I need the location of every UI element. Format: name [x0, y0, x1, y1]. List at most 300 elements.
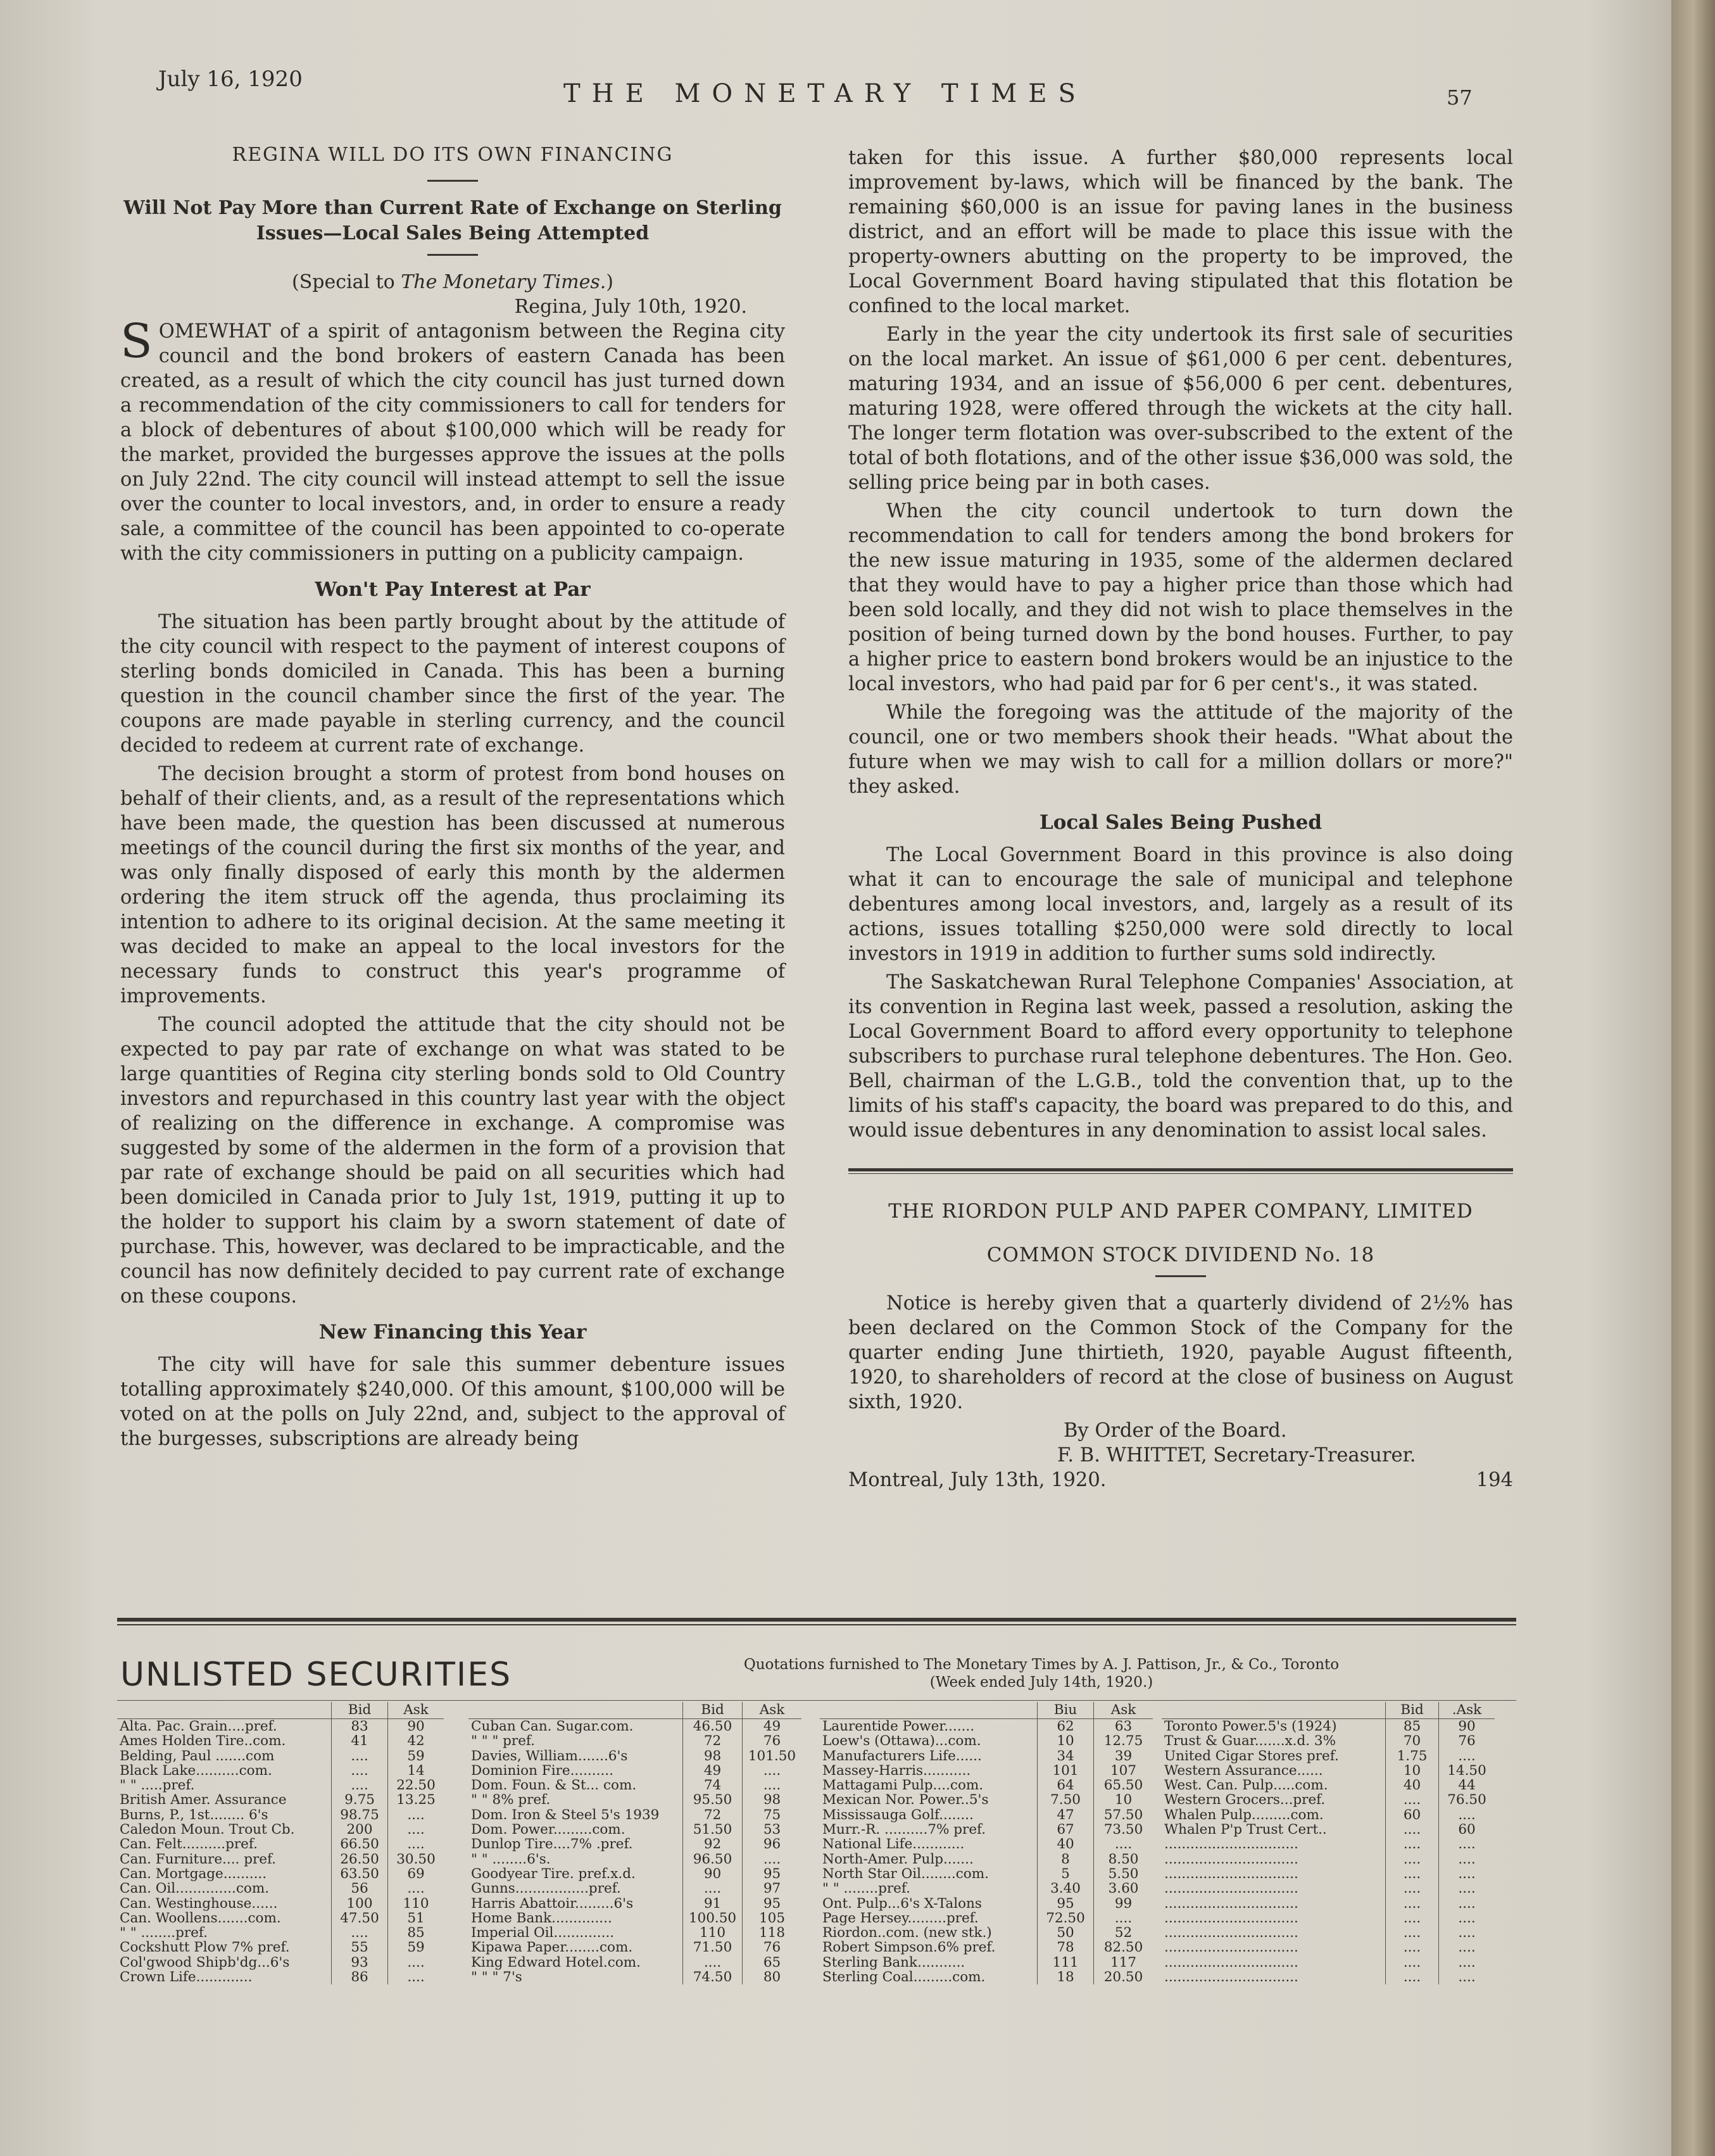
- bid-value: ....: [332, 1749, 388, 1763]
- ask-value: 42: [388, 1734, 444, 1748]
- bid-value: ....: [1386, 1881, 1439, 1896]
- ask-value: ....: [388, 1881, 444, 1896]
- ask-value: 51: [388, 1911, 444, 1926]
- bid-value: 200: [332, 1822, 388, 1837]
- security-row: [820, 1881, 1153, 1896]
- notice-by-order: By Order of the Board.: [1064, 1420, 1287, 1442]
- security-name: " " ........pref.: [120, 1925, 208, 1941]
- security-name: " " ........pref.: [822, 1881, 910, 1897]
- security-name: ...............................: [1164, 1865, 1298, 1882]
- bid-value: ....: [683, 1955, 743, 1970]
- security-name: Sterling Coal.........com.: [822, 1969, 986, 1986]
- ask-value: 73.50: [1094, 1822, 1153, 1837]
- bid-value: 1.75: [1386, 1749, 1439, 1763]
- bid-value: 101: [1038, 1763, 1094, 1778]
- security-row: [1162, 1793, 1495, 1807]
- security-name: ...............................: [1164, 1881, 1298, 1897]
- security-name: Ont. Pulp...6's X-Talons: [822, 1895, 982, 1912]
- security-row: [468, 1749, 801, 1763]
- security-row: [820, 1808, 1153, 1822]
- security-name: Mississauga Golf........: [822, 1806, 974, 1823]
- security-name: ...............................: [1164, 1851, 1298, 1867]
- bid-value: 55: [332, 1940, 388, 1955]
- bid-value: 49: [683, 1763, 743, 1778]
- security-name: Page Hersey.........pref.: [822, 1910, 979, 1926]
- security-name: Col'gwood Shipb'dg...6's: [120, 1954, 290, 1970]
- security-name: Robert Simpson.6% pref.: [822, 1939, 996, 1956]
- bid-value: 10: [1386, 1763, 1439, 1778]
- security-name: Riordon..com. (new stk.): [822, 1925, 992, 1941]
- paragraph-7: Early in the year the city undertook its first sale of securities on the local market. An issue of $61,000 6 per cent. debentures, maturing 1934, and an issue of $56,000 6 per cent. debentures, maturing 1928, were offered through the wickets at the city hall. The longer term flotation was over-subscribed to the extent of the total of both flotations, and of the other issue $36,000 was sold, the selling price being par in both cases.: [848, 324, 1513, 494]
- ask-value: 82.50: [1094, 1940, 1153, 1955]
- security-name: Cockshutt Plow 7% pref.: [120, 1939, 290, 1956]
- security-row: [1162, 1763, 1495, 1778]
- special-publication: The Monetary Times.: [401, 271, 606, 293]
- ask-value: 76: [1439, 1734, 1495, 1748]
- security-name: National Life............: [822, 1836, 965, 1853]
- security-row: [1162, 1852, 1495, 1867]
- subhead-interest: Won't Pay Interest at Par: [315, 578, 591, 601]
- bid-value: 7.50: [1038, 1793, 1094, 1807]
- bid-value: ....: [332, 1763, 388, 1778]
- unlisted-securities-title: UNLISTED SECURITIES: [120, 1656, 512, 1694]
- security-row: [117, 1852, 444, 1867]
- security-name: Dom. Foun. & St... com.: [471, 1777, 637, 1794]
- ask-value: ....: [1439, 1881, 1495, 1896]
- bid-column-header: Biu: [1038, 1702, 1094, 1719]
- security-row: [1162, 1867, 1495, 1881]
- security-name: " " ........6's.: [471, 1851, 551, 1867]
- paragraph-1: [120, 314, 785, 566]
- bid-value: ....: [1386, 1926, 1439, 1940]
- security-name: " " " 7's: [471, 1969, 522, 1986]
- drop-cap: S: [120, 314, 153, 369]
- bid-value: 110: [683, 1926, 743, 1940]
- security-name: Black Lake..........com.: [120, 1762, 272, 1779]
- bid-value: 67: [1038, 1822, 1094, 1837]
- securities-table-a: [117, 1702, 444, 1984]
- ask-value: 39: [1094, 1749, 1153, 1763]
- security-name: ...............................: [1164, 1954, 1298, 1970]
- bid-value: 40: [1038, 1837, 1094, 1851]
- security-name: Gunns.................pref.: [471, 1881, 621, 1897]
- security-name: " " .....pref.: [120, 1777, 195, 1794]
- bid-value: 78: [1038, 1940, 1094, 1955]
- book-spine: [1671, 0, 1715, 2156]
- paragraph-4: The council adopted the attitude that the city should not be expected to pay par rate of exchange on what was stated to be large quantities of Regina city sterling bonds sold to Old Country investors and repurchased in this country last year with the object of realizing on the difference in exchange. A compromise was suggested by some of the aldermen in the form of a provision that par rate of exchange should be paid on all securities which had been domiciled in Canada prior to July 1st, 1919, putting it up to the holder to support his claim by a sworn statement of date of purchase. This, however, was declared to be impracticable, and the council has now definitely decided to pay current rate of exchange on these coupons.: [120, 1014, 785, 1308]
- special-prefix: (Special to: [292, 271, 401, 293]
- paragraph-11: The Saskatchewan Rural Telephone Companies' Association, at its convention in Regina last week, passed a resolution, asking the Local Government Board to afford every opportunity to telephone subscribers to purchase rural telephone debentures. The Hon. Geo. Bell, chairman of the L.G.B., told the convention that, up to the limits of his staff's capacity, the board was prepared to do this, and would issue debentures in any denomination to assist local sales.: [848, 971, 1513, 1142]
- ask-value: 105: [743, 1911, 802, 1926]
- special-correspondent-line: [120, 270, 785, 294]
- security-row: [117, 1734, 444, 1748]
- ask-value: 49: [743, 1719, 802, 1734]
- ask-value: ....: [1094, 1911, 1153, 1926]
- ask-value: 76: [743, 1940, 802, 1955]
- bid-value: 66.50: [332, 1837, 388, 1851]
- security-row: [820, 1852, 1153, 1867]
- security-name: " " " pref.: [471, 1733, 535, 1749]
- security-name: Davies, William.......6's: [471, 1748, 628, 1764]
- ask-value: 95: [743, 1896, 802, 1911]
- ask-value: 59: [388, 1749, 444, 1763]
- bid-value: 70: [1386, 1734, 1439, 1748]
- security-name: Can. Oil..............com.: [120, 1881, 270, 1897]
- security-row: [820, 1763, 1153, 1778]
- title-divider: [427, 180, 478, 182]
- quotation-credit-line-2: (Week ended July 14th, 1920.): [929, 1674, 1153, 1691]
- subhead-local-sales: Local Sales Being Pushed: [1039, 811, 1322, 834]
- bid-value: 34: [1038, 1749, 1094, 1763]
- bid-value: ....: [1386, 1867, 1439, 1881]
- paragraph-6: taken for this issue. A further $80,000 represents local improvement by-laws, which will be financed by the bank. The remaining $60,000 is an issue for paving lanes in the business district, and an effort will be made to place this issue with the property-owners abutting on the property to be improved, the Local Government Board having stipulated that this flotation be confined to the local market.: [848, 147, 1513, 317]
- security-row: [117, 1837, 444, 1851]
- securities-block-c: [820, 1702, 1153, 1984]
- security-row: [117, 1955, 444, 1970]
- issue-date: July 16, 1920: [158, 66, 303, 92]
- ask-value: 99: [1094, 1896, 1153, 1911]
- bid-value: 10: [1038, 1734, 1094, 1748]
- security-name: Can. Furniture.... pref.: [120, 1851, 276, 1867]
- bid-value: 40: [1386, 1778, 1439, 1793]
- paragraph-3: The decision brought a storm of protest from bond houses on behalf of their clients, and, as a result of the representations which have been made, the question has been discussed at numerous meetings of the council during the first six months of the year, and was only finally disposed of early this month by the aldermen ordering the item struck off the agenda, thus proclaiming its intention to adhere to its original decision. At the same meeting it was decided to make an appeal to the local investors for the necessary funds to construct this year's programme of improvements.: [120, 763, 785, 1007]
- ask-column-header: Ask: [743, 1702, 802, 1719]
- bid-value: 3.40: [1038, 1881, 1094, 1896]
- security-name: Manufacturers Life......: [822, 1748, 982, 1764]
- securities-block-a: [117, 1702, 444, 1984]
- bid-value: 71.50: [683, 1940, 743, 1955]
- name-column-header: [468, 1702, 683, 1719]
- bid-value: 85: [1386, 1719, 1439, 1734]
- bid-value: ....: [683, 1881, 743, 1896]
- security-row: [820, 1926, 1153, 1940]
- security-name: Ames Holden Tire..com.: [120, 1733, 286, 1749]
- bid-value: 72.50: [1038, 1911, 1094, 1926]
- security-row: [468, 1867, 801, 1881]
- security-name: Loew's (Ottawa)...com.: [822, 1733, 981, 1749]
- subtitle-divider: [427, 254, 478, 256]
- ask-value: 80: [743, 1970, 802, 1984]
- name-column-header: [1162, 1702, 1386, 1719]
- notice-heading: COMMON STOCK DIVIDEND No. 18: [986, 1244, 1375, 1266]
- ask-value: 14: [388, 1763, 444, 1778]
- ask-value: ....: [388, 1837, 444, 1851]
- securities-table-c: [820, 1702, 1153, 1984]
- notice-body: Notice is hereby given that a quarterly dividend of 2½% has been declared on the Common Stock of the Company for the quarter ending June thirtieth, 1920, payable August fifteenth, 1920, to shareholders of record at the close of business on August sixth, 1920.: [848, 1292, 1513, 1413]
- bid-value: ....: [1386, 1837, 1439, 1851]
- bid-value: 100: [332, 1896, 388, 1911]
- security-row: [1162, 1719, 1495, 1734]
- security-row: [468, 1940, 801, 1955]
- security-row: [117, 1763, 444, 1778]
- ask-value: 117: [1094, 1955, 1153, 1970]
- security-name: British Amer. Assurance: [120, 1792, 287, 1808]
- bid-value: 64: [1038, 1778, 1094, 1793]
- bid-value: ....: [1386, 1852, 1439, 1867]
- security-row: [1162, 1881, 1495, 1896]
- security-row: [117, 1896, 444, 1911]
- bid-value: ....: [1386, 1822, 1439, 1837]
- ask-value: 57.50: [1094, 1808, 1153, 1822]
- security-name: ...............................: [1164, 1939, 1298, 1956]
- ask-value: 59: [388, 1940, 444, 1955]
- security-row: [1162, 1896, 1495, 1911]
- security-row: [820, 1955, 1153, 1970]
- security-name: " " 8% pref.: [471, 1792, 551, 1808]
- security-row: [820, 1719, 1153, 1734]
- bid-value: 111: [1038, 1955, 1094, 1970]
- security-name: Western Assurance......: [1164, 1762, 1323, 1779]
- notice-footer: [848, 1468, 1513, 1492]
- bid-value: 56: [332, 1881, 388, 1896]
- security-row: [1162, 1778, 1495, 1793]
- ask-value: 96: [743, 1837, 802, 1851]
- security-row: [820, 1896, 1153, 1911]
- security-row: [1162, 1837, 1495, 1851]
- ask-value: 8.50: [1094, 1852, 1153, 1867]
- security-name: Dom. Iron & Steel 5's 1939: [471, 1806, 660, 1823]
- ask-value: 30.50: [388, 1852, 444, 1867]
- ask-value: 52: [1094, 1926, 1153, 1940]
- security-row: [1162, 1911, 1495, 1926]
- security-row: [820, 1822, 1153, 1837]
- ask-value: ....: [1439, 1852, 1495, 1867]
- security-row: [468, 1955, 801, 1970]
- ask-value: 53: [743, 1822, 802, 1837]
- security-row: [117, 1719, 444, 1734]
- security-row: [468, 1837, 801, 1851]
- security-row: [820, 1778, 1153, 1793]
- security-name: Can. Westinghouse......: [120, 1895, 278, 1912]
- bid-value: 74: [683, 1778, 743, 1793]
- ask-value: ....: [1094, 1837, 1153, 1851]
- security-row: [820, 1940, 1153, 1955]
- ask-value: 75: [743, 1808, 802, 1822]
- bid-value: 95: [1038, 1896, 1094, 1911]
- security-name: Cuban Can. Sugar.com.: [471, 1718, 634, 1734]
- bid-value: ....: [1386, 1911, 1439, 1926]
- ask-value: ....: [1439, 1911, 1495, 1926]
- bid-value: 50: [1038, 1926, 1094, 1940]
- security-row: [1162, 1822, 1495, 1837]
- notice-company: THE RIORDON PULP AND PAPER COMPANY, LIMITED: [888, 1200, 1473, 1223]
- security-row: [820, 1911, 1153, 1926]
- ask-value: ....: [1439, 1955, 1495, 1970]
- bid-value: 60: [1386, 1808, 1439, 1822]
- bid-column-header: Bid: [332, 1702, 388, 1719]
- ask-value: 98: [743, 1793, 802, 1807]
- security-name: Can. Woollens.......com.: [120, 1910, 281, 1926]
- security-name: West. Can. Pulp.....com.: [1164, 1777, 1328, 1794]
- ask-value: 97: [743, 1881, 802, 1896]
- bid-value: 98: [683, 1749, 743, 1763]
- security-name: United Cigar Stores pref.: [1164, 1748, 1339, 1764]
- bid-value: 72: [683, 1734, 743, 1748]
- bid-value: 98.75: [332, 1808, 388, 1822]
- bid-value: 46.50: [683, 1719, 743, 1734]
- security-name: Massey-Harris...........: [822, 1762, 971, 1779]
- security-name: Trust & Guar.......x.d. 3%: [1164, 1733, 1336, 1749]
- bid-value: 86: [332, 1970, 388, 1984]
- ask-value: ....: [388, 1808, 444, 1822]
- bid-value: 18: [1038, 1970, 1094, 1984]
- bid-value: 41: [332, 1734, 388, 1748]
- bid-column-header: Bid: [1386, 1702, 1439, 1719]
- ask-value: ....: [1439, 1837, 1495, 1851]
- article-left-column: [120, 136, 785, 1455]
- security-name: Caledon Moun. Trout Cb.: [120, 1822, 295, 1838]
- security-name: Toronto Power.5's (1924): [1164, 1718, 1337, 1734]
- security-row: [117, 1881, 444, 1896]
- security-name: Home Bank..............: [471, 1910, 612, 1926]
- security-name: ...............................: [1164, 1836, 1298, 1853]
- bid-value: 100.50: [683, 1911, 743, 1926]
- security-row: [117, 1749, 444, 1763]
- ask-value: ....: [1439, 1926, 1495, 1940]
- security-name: Whalen P'p Trust Cert..: [1164, 1822, 1327, 1838]
- ask-value: ....: [388, 1970, 444, 1984]
- security-name: Mexican Nor. Power..5's: [822, 1792, 989, 1808]
- special-suffix: ): [606, 271, 613, 293]
- security-row: [1162, 1955, 1495, 1970]
- security-name: Crown Life.............: [120, 1969, 253, 1986]
- notice-divider: [848, 1168, 1513, 1174]
- bid-value: 83: [332, 1719, 388, 1734]
- ask-value: 107: [1094, 1763, 1153, 1778]
- ask-value: ....: [1439, 1970, 1495, 1984]
- name-column-header: [820, 1702, 1038, 1719]
- security-row: [820, 1793, 1153, 1807]
- bid-value: 47.50: [332, 1911, 388, 1926]
- paragraph-2: The situation has been partly brought about by the attitude of the city council with respect to the payment of interest coupons of sterling bonds domiciled in Canada. This has been a burning question in the council chamber since the first of the year. The coupons are made payable in sterling currency, and the council decided to redeem at current rate of exchange.: [120, 611, 785, 757]
- ask-value: 13.25: [388, 1793, 444, 1807]
- dateline: Regina, July 10th, 1920.: [514, 296, 747, 318]
- security-row: [1162, 1734, 1495, 1748]
- security-row: [117, 1940, 444, 1955]
- security-name: ...............................: [1164, 1910, 1298, 1926]
- ask-value: 76.50: [1439, 1793, 1495, 1807]
- security-row: [117, 1778, 444, 1793]
- bid-value: ....: [1386, 1793, 1439, 1807]
- bid-value: 72: [683, 1808, 743, 1822]
- security-row: [1162, 1940, 1495, 1955]
- security-name: Belding, Paul .......com: [120, 1748, 275, 1764]
- bid-value: ....: [332, 1926, 388, 1940]
- bid-value: 62: [1038, 1719, 1094, 1734]
- ask-value: 95: [743, 1867, 802, 1881]
- ask-value: 110: [388, 1896, 444, 1911]
- security-name: Can. Mortgage..........: [120, 1865, 267, 1882]
- bid-value: ....: [1386, 1896, 1439, 1911]
- ask-value: 10: [1094, 1793, 1153, 1807]
- security-row: [820, 1734, 1153, 1748]
- ask-value: ....: [1439, 1808, 1495, 1822]
- ask-column-header: Ask: [388, 1702, 444, 1719]
- subhead-new-financing: New Financing this Year: [318, 1321, 587, 1344]
- security-row: [468, 1926, 801, 1940]
- security-name: Dom. Power.........com.: [471, 1822, 625, 1838]
- bid-value: 9.75: [332, 1793, 388, 1807]
- article-right-column: [848, 146, 1513, 1492]
- security-name: Whalen Pulp.........com.: [1164, 1806, 1324, 1823]
- security-row: [820, 1867, 1153, 1881]
- ask-value: 69: [388, 1867, 444, 1881]
- ask-value: 44: [1439, 1778, 1495, 1793]
- bid-value: ....: [1386, 1940, 1439, 1955]
- security-row: [117, 1911, 444, 1926]
- paragraph-10: The Local Government Board in this province is also doing what it can to encourage the sale of municipal and telephone debentures among local investors, and, largely as a result of its actions, issues totalling $250,000 were sold directly to local investors in 1919 in addition to further sums sold indirectly.: [848, 844, 1513, 965]
- quotation-credit-line-1: Quotations furnished to The Monetary Times by A. J. Pattison, Jr., & Co., Toronto: [743, 1656, 1340, 1673]
- security-row: [117, 1822, 444, 1837]
- security-row: [468, 1911, 801, 1926]
- security-row: [117, 1793, 444, 1807]
- security-row: [468, 1852, 801, 1867]
- security-row: [468, 1763, 801, 1778]
- securities-block-b: [468, 1702, 801, 1984]
- security-name: Burns, P., 1st........ 6's: [120, 1806, 268, 1823]
- bid-value: ....: [332, 1778, 388, 1793]
- masthead-title: THE MONETARY TIMES: [563, 79, 1087, 108]
- security-name: King Edward Hotel.com.: [471, 1954, 641, 1970]
- security-row: [1162, 1970, 1495, 1984]
- ask-value: ....: [743, 1763, 802, 1778]
- security-name: Dominion Fire..........: [471, 1762, 613, 1779]
- ask-value: ....: [743, 1852, 802, 1867]
- ask-value: 76: [743, 1734, 802, 1748]
- ask-value: 14.50: [1439, 1763, 1495, 1778]
- bid-value: 74.50: [683, 1970, 743, 1984]
- security-row: [117, 1808, 444, 1822]
- bid-value: ....: [1386, 1955, 1439, 1970]
- page-number: 57: [1447, 85, 1473, 110]
- ask-value: 60: [1439, 1822, 1495, 1837]
- security-name: ...............................: [1164, 1895, 1298, 1912]
- paragraph-5: The city will have for sale this summer debenture issues totalling approximately $240,000. Of this amount, $100,000 will be voted on at the polls on July 22nd, and, subject to the approval of the burgesses, subscriptions are already being: [120, 1354, 785, 1450]
- bid-value: 5: [1038, 1867, 1094, 1881]
- quotation-credit: [662, 1656, 1421, 1691]
- security-row: [820, 1837, 1153, 1851]
- security-name: Murr.-R. ..........7% pref.: [822, 1822, 986, 1838]
- ask-value: 65.50: [1094, 1778, 1153, 1793]
- name-column-header: [117, 1702, 332, 1719]
- security-row: [468, 1778, 801, 1793]
- security-name: Laurentide Power.......: [822, 1718, 975, 1734]
- security-name: Sterling Bank...........: [822, 1954, 965, 1970]
- ask-value: 12.75: [1094, 1734, 1153, 1748]
- notice-place-date: Montreal, July 13th, 1920.: [848, 1469, 1107, 1491]
- security-name: ...............................: [1164, 1925, 1298, 1941]
- ask-value: 90: [388, 1719, 444, 1734]
- bid-value: 8: [1038, 1852, 1094, 1867]
- security-row: [468, 1822, 801, 1837]
- security-name: Goodyear Tire. pref.x.d.: [471, 1865, 636, 1882]
- bid-value: 63.50: [332, 1867, 388, 1881]
- security-name: Kipawa Paper........com.: [471, 1939, 633, 1956]
- security-row: [117, 1926, 444, 1940]
- bid-value: 96.50: [683, 1852, 743, 1867]
- securities-table-d: [1162, 1702, 1495, 1984]
- paragraph-1-text: OMEWHAT of a spirit of antagonism between the Regina city council and the bond brokers of eastern Canada has been created, as a result of which the city council has just turned down a recommendation of the city commissioners to call for tenders for a block of debentures of about $100,000 which will be ready for the market, provided the burgesses approve the issues at the polls on July 22nd. The city council will instead attempt to sell the issue over the counter to local investors, and, in order to ensure a ready sale, a committee of the council has been appointed to co-operate with the city commissioners in putting on a publicity campaign.: [120, 320, 785, 565]
- security-row: [468, 1808, 801, 1822]
- security-row: [468, 1881, 801, 1896]
- bid-column-header: Bid: [683, 1702, 743, 1719]
- ask-value: 85: [388, 1926, 444, 1940]
- bid-value: 93: [332, 1955, 388, 1970]
- security-name: Can. Felt..........pref.: [120, 1836, 258, 1853]
- security-name: North-Amer. Pulp.......: [822, 1851, 974, 1867]
- bid-value: 51.50: [683, 1822, 743, 1837]
- bid-value: 26.50: [332, 1852, 388, 1867]
